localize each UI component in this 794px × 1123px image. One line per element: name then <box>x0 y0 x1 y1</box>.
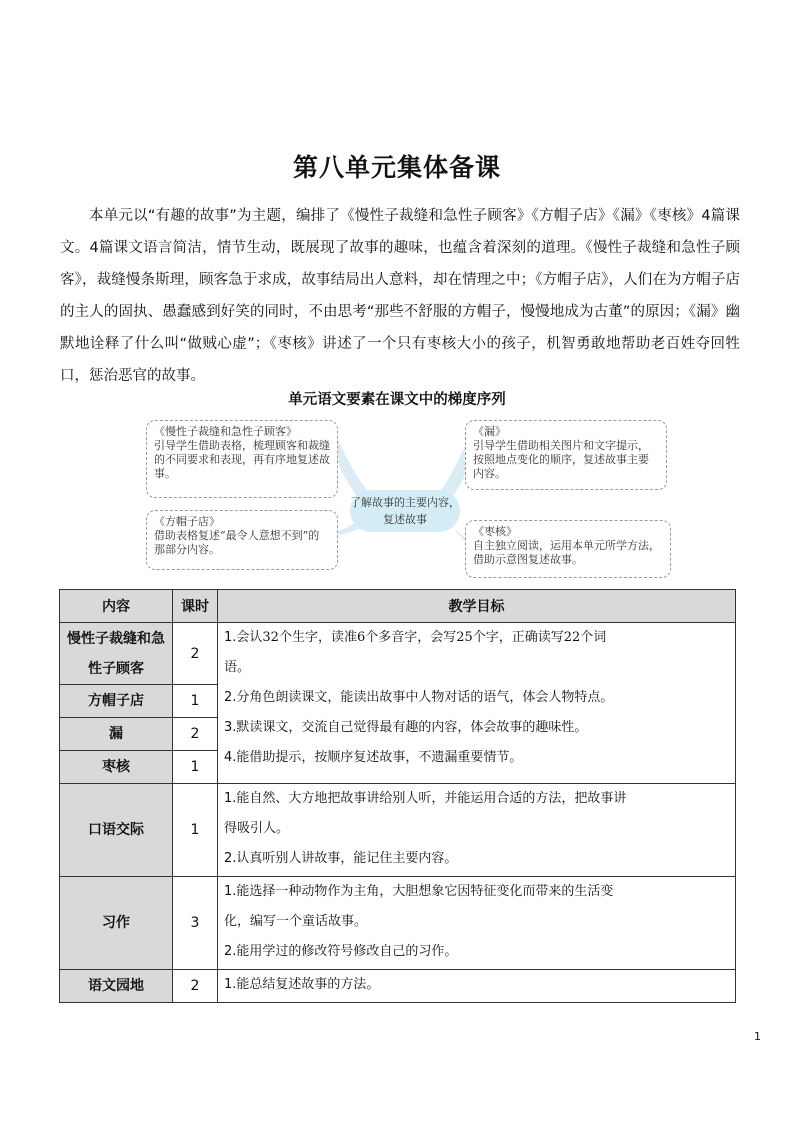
box-leak <box>465 420 667 490</box>
table-row <box>60 623 736 685</box>
goal-item: 4.能借助提示，按顺序复述故事，不遗漏重要情节。 <box>224 750 523 765</box>
lesson-name: 方帽子店 <box>60 685 173 718</box>
goal-item: 1.会认32个生字，读准6个多音字，会写25个字，正确读写22个词 <box>224 630 607 645</box>
goal-item-cont: 化，编写一个童话故事。 <box>224 914 368 929</box>
box-slow-tailor-title: 《慢性子裁缝和急性子顾客》 <box>154 425 297 438</box>
oral-hours: 1 <box>173 784 218 877</box>
intro-paragraph <box>60 200 740 392</box>
goal-item: 2.分角色朗读课文，能读出故事中人物对话的语气，体会人物特点。 <box>224 690 614 705</box>
table-row <box>60 970 736 1003</box>
lesson-name: 漏 <box>60 718 173 751</box>
goal-item: 2.能用学过的修改符号修改自己的习作。 <box>224 944 458 959</box>
table-row <box>60 784 736 877</box>
box-date-pit-text: 自主独立阅读，运用本单元所学方法，借助示意图复述故事。 <box>473 539 660 566</box>
header-content: 内容 <box>60 590 173 623</box>
garden-goals <box>218 970 736 1003</box>
garden-hours: 2 <box>173 970 218 1003</box>
oral-name: 口语交际 <box>60 784 173 877</box>
box-leak-title: 《漏》 <box>473 425 506 438</box>
header-hours: 课时 <box>173 590 218 623</box>
page-number: 1 <box>754 1030 761 1043</box>
intro-text: 本单元以“有趣的故事”为主题，编排了《慢性子裁缝和急性子顾客》《方帽子店》《漏》《枣核》4篇课文。4篇课文语言简洁，情节生动，既展现了故事的趣味，也蕴含着深刻的道理。《慢性子裁缝和急性子顾客》，裁缝慢条斯理，顾客急于求成，故事结局出人意料，却在情理之中；《方帽子店》，人们在为方帽子店的主人的固执、愚蠢感到好笑的同时，不由思考“那些不舒服的方帽子，慢慢地成为古董”的原因；《漏》幽默地诠释了什么叫“做贼心虚”；《枣核》讲述了一个只有枣核大小的孩子，机智勇敢地帮助老百姓夺回牲口，惩治恶官的故事。 <box>60 208 740 384</box>
lesson-plan-table <box>59 589 736 1003</box>
lesson-goals <box>218 623 736 784</box>
goal-item: 1.能自然、大方地把故事讲给别人听，并能运用合适的方法，把故事讲 <box>224 791 627 806</box>
box-square-hat-text: 借助表格复述“最令人意想不到”的那部分内容。 <box>154 529 320 556</box>
lesson-hours: 2 <box>173 623 218 685</box>
garden-name: 语文园地 <box>60 970 173 1003</box>
header-goals: 教学目标 <box>218 590 736 623</box>
mind-map <box>140 412 680 582</box>
lesson-hours: 1 <box>173 751 218 784</box>
lesson-name: 枣核 <box>60 751 173 784</box>
box-slow-tailor <box>146 420 338 498</box>
writing-hours: 3 <box>173 877 218 970</box>
box-slow-tailor-text: 引导学生借助表格，梳理顾客和裁缝的不同要求和表现，再有序地复述故事。 <box>154 439 330 480</box>
lesson-name: 慢性子裁缝和急性子顾客 <box>60 623 173 685</box>
goal-item: 3.默读课文，交流自己觉得最有趣的内容，体会故事的趣味性。 <box>224 720 588 735</box>
table-header-row <box>60 590 736 623</box>
goal-item-cont: 得吸引人。 <box>224 821 290 836</box>
writing-name: 习作 <box>60 877 173 970</box>
table-row <box>60 877 736 970</box>
center-node: 了解故事的主要内容，复述故事 <box>350 490 460 532</box>
box-leak-text: 引导学生借助相关图片和文字提示，按照地点变化的顺序，复述故事主要内容。 <box>473 439 649 480</box>
box-square-hat-title: 《方帽子店》 <box>154 515 220 528</box>
writing-goals <box>218 877 736 970</box>
page-title: 第八单元集体备课 <box>292 153 501 182</box>
box-date-pit-title: 《枣核》 <box>473 525 517 538</box>
box-date-pit <box>465 520 671 578</box>
diagram-title: 单元语文要素在课文中的梯度序列 <box>288 392 506 408</box>
goal-item: 1.能选择一种动物作为主角，大胆想象它因特征变化而带来的生活变 <box>224 884 614 899</box>
box-square-hat <box>146 510 338 570</box>
lesson-hours: 1 <box>173 685 218 718</box>
oral-goals <box>218 784 736 877</box>
goal-item: 2.认真听别人讲故事，能记住主要内容。 <box>224 851 458 866</box>
lesson-hours: 2 <box>173 718 218 751</box>
goal-item: 1.能总结复述故事的方法。 <box>224 977 380 992</box>
goal-item-cont: 语。 <box>224 660 251 675</box>
